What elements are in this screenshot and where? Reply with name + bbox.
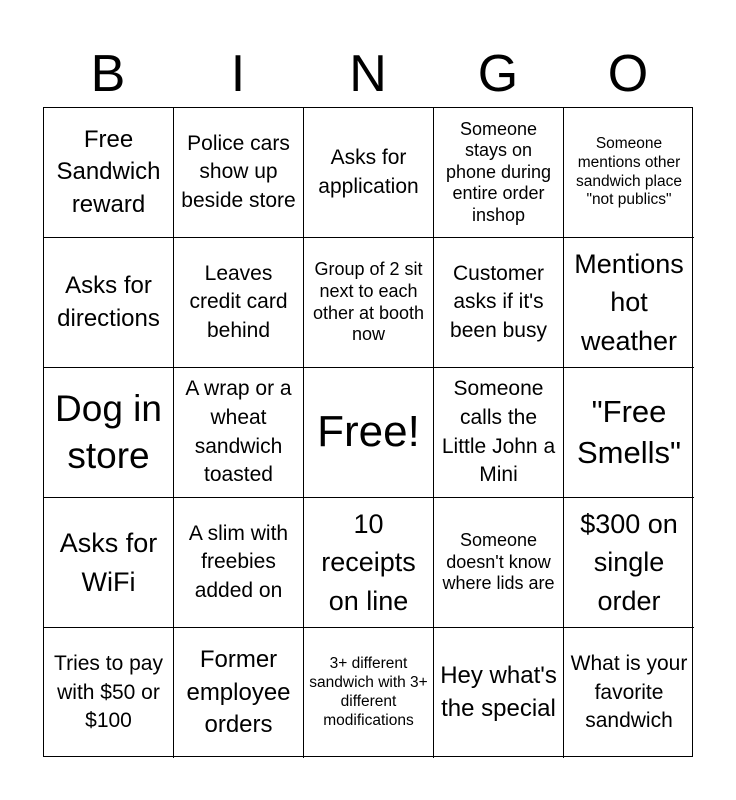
header-letter-g: G [477,45,519,103]
cell-text: Hey what's the special [440,662,557,722]
bingo-cell-i5[interactable] [174,628,304,758]
bingo-cell-o1[interactable] [564,108,694,238]
bingo-cell-i1[interactable] [174,108,304,238]
header-letter-n: N [349,45,387,103]
cell-text: 10 receipts on line [321,509,416,616]
bingo-cell-b2[interactable] [44,238,174,368]
cell-text: Tries to pay with $50 or $100 [54,652,163,733]
bingo-cell-g1[interactable] [434,108,564,238]
bingo-cell-o4[interactable] [564,498,694,628]
bingo-cell-i2[interactable] [174,238,304,368]
cell-text: Customer asks if it's been busy [450,261,547,342]
header-letter-o: O [607,45,649,103]
bingo-cell-n1[interactable] [304,108,434,238]
bingo-cell-b1[interactable] [44,108,174,238]
cell-text: Dog in store [55,388,162,476]
bingo-cell-g2[interactable] [434,238,564,368]
cell-text: Someone stays on phone during entire order inshop [445,118,552,225]
bingo-cell-b3[interactable] [44,368,174,498]
header-letter-b: B [90,45,126,103]
bingo-header [43,40,693,108]
cell-text: Asks for WiFi [59,528,158,597]
cell-text: $300 on single order [580,509,678,616]
bingo-cell-o3[interactable] [564,368,694,498]
bingo-cell-b4[interactable] [44,498,174,628]
cell-text: "Free Smells" [576,394,682,470]
cell-text: Police cars show up beside store [181,131,296,212]
cell-text: Asks for application [318,145,419,198]
bingo-cell-g3[interactable] [434,368,564,498]
header-letter-i: I [230,45,246,103]
bingo-cell-i3[interactable] [174,368,304,498]
bingo-card [43,107,693,757]
bingo-cell-n5[interactable] [304,628,434,758]
cell-text: Leaves credit card behind [189,261,288,342]
cell-text: Someone doesn't know where lids are [442,530,555,594]
cell-text: What is your favorite sandwich [570,652,688,733]
bingo-cell-g4[interactable] [434,498,564,628]
bingo-cell-i4[interactable] [174,498,304,628]
bingo-cell-g5[interactable] [434,628,564,758]
free-space-cell[interactable] [304,368,434,498]
cell-text: A slim with freebies added on [188,521,289,602]
cell-text: 3+ different sandwich with 3+ different modifications [309,655,428,729]
cell-text: A wrap or a wheat sandwich toasted [185,377,292,487]
bingo-cell-b5[interactable] [44,628,174,758]
bingo-cell-n4[interactable] [304,498,434,628]
cell-text: Someone calls the Little John a Mini [441,377,556,487]
free-space-label: Free! [317,407,420,457]
cell-text: Mentions hot weather [574,249,684,356]
cell-text: Former employee orders [186,646,291,739]
bingo-cell-n2[interactable] [304,238,434,368]
cell-text: Group of 2 sit next to each other at booth now [312,259,425,345]
cell-text: Someone mentions other sandwich place "not publics" [576,134,682,209]
cell-text: Asks for directions [57,271,160,332]
bingo-cell-o2[interactable] [564,238,694,368]
bingo-cell-o5[interactable] [564,628,694,758]
cell-text: Free Sandwich reward [56,125,161,218]
